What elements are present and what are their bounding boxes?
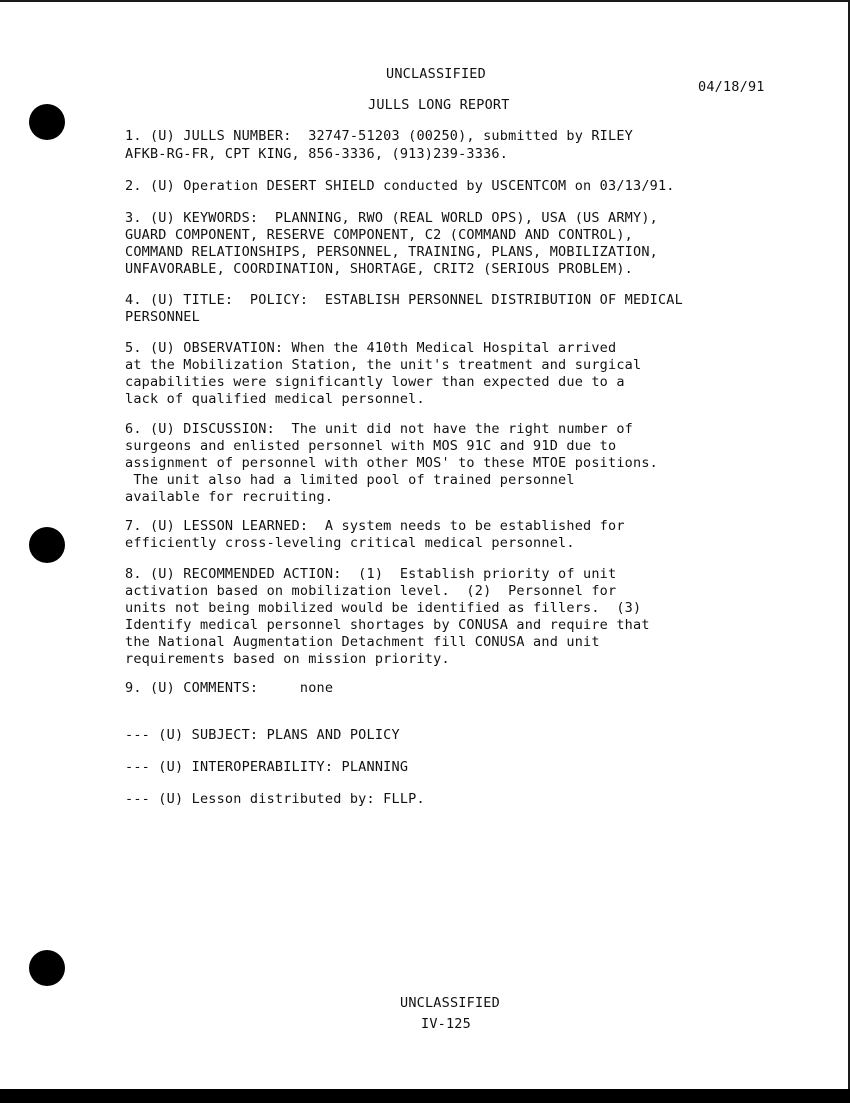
item-line: 2. (U) Operation DESERT SHIELD conducted by USCENTCOM on 03/13/91. — [125, 178, 675, 194]
item-line: AFKB-RG-FR, CPT KING, 856-3336, (913)239-3336. — [125, 146, 509, 162]
item-line: 1. (U) JULLS NUMBER: 32747-51203 (00250), submitted by RILEY — [125, 128, 633, 144]
footer-classification: UNCLASSIFIED — [400, 995, 500, 1011]
punch-hole-top — [29, 104, 65, 140]
subject-line: --- (U) SUBJECT: PLANS AND POLICY — [125, 727, 400, 743]
interoperability-line: --- (U) INTEROPERABILITY: PLANNING — [125, 759, 409, 775]
item-line: COMMAND RELATIONSHIPS, PERSONNEL, TRAINING, PLANS, MOBILIZATION, — [125, 244, 658, 260]
report-title: JULLS LONG REPORT — [368, 97, 510, 113]
item-line: surgeons and enlisted personnel with MOS 91C and 91D due to — [125, 438, 617, 454]
item-line: 9. (U) COMMENTS: none — [125, 680, 334, 696]
item-line: activation based on mobilization level. (2) Personnel for — [125, 583, 617, 599]
item-line: GUARD COMPONENT, RESERVE COMPONENT, C2 (COMMAND AND CONTROL), — [125, 227, 633, 243]
report-date: 04/18/91 — [698, 79, 765, 95]
item-line: at the Mobilization Station, the unit's treatment and surgical — [125, 357, 642, 373]
item-line: requirements based on mission priority. — [125, 651, 450, 667]
item-line: 3. (U) KEYWORDS: PLANNING, RWO (REAL WORLD OPS), USA (US ARMY), — [125, 210, 658, 226]
item-line: 5. (U) OBSERVATION: When the 410th Medical Hospital arrived — [125, 340, 617, 356]
page-number: IV-125 — [421, 1016, 471, 1032]
header-classification: UNCLASSIFIED — [386, 66, 486, 82]
distribution-line: --- (U) Lesson distributed by: FLLP. — [125, 791, 425, 807]
item-line: lack of qualified medical personnel. — [125, 391, 425, 407]
page-top-edge — [0, 0, 850, 2]
item-line: Identify medical personnel shortages by CONUSA and require that — [125, 617, 650, 633]
item-line: available for recruiting. — [125, 489, 334, 505]
item-line: 4. (U) TITLE: POLICY: ESTABLISH PERSONNEL DISTRIBUTION OF MEDICAL — [125, 292, 683, 308]
item-line: PERSONNEL — [125, 309, 200, 325]
punch-hole-middle — [29, 527, 65, 563]
punch-hole-bottom — [29, 950, 65, 986]
item-line: the National Augmentation Detachment fill CONUSA and unit — [125, 634, 600, 650]
item-line: 8. (U) RECOMMENDED ACTION: (1) Establish priority of unit — [125, 566, 617, 582]
item-line: capabilities were significantly lower than expected due to a — [125, 374, 625, 390]
item-line: 7. (U) LESSON LEARNED: A system needs to be established for — [125, 518, 625, 534]
item-line: The unit also had a limited pool of trained personnel — [125, 472, 575, 488]
item-line: UNFAVORABLE, COORDINATION, SHORTAGE, CRIT2 (SERIOUS PROBLEM). — [125, 261, 633, 277]
page-bottom-edge — [0, 1089, 850, 1103]
item-line: 6. (U) DISCUSSION: The unit did not have the right number of — [125, 421, 633, 437]
item-line: units not being mobilized would be identified as fillers. (3) — [125, 600, 642, 616]
item-line: efficiently cross-leveling critical medical personnel. — [125, 535, 575, 551]
item-line: assignment of personnel with other MOS' to these MTOE positions. — [125, 455, 658, 471]
